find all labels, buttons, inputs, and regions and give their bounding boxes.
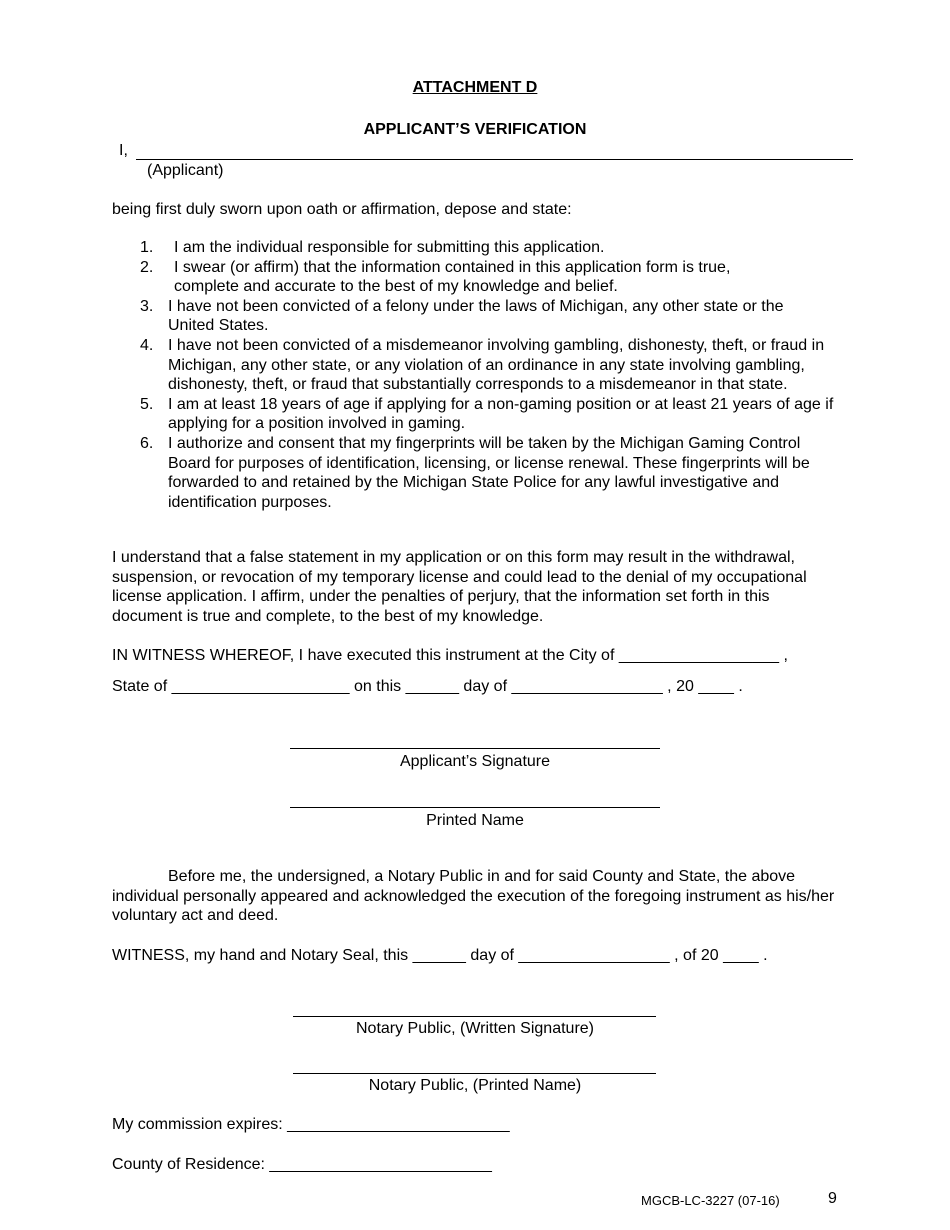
- statement-item: [140, 336, 832, 395]
- statement-number: 5.: [140, 395, 154, 413]
- statement-number: 1.: [140, 239, 154, 256]
- statement-text: I have not been convicted of a misdemeanor involving gambling, dishonesty, theft, or fraud in Michigan, any other state, or any violation of an ordinance in any state involving gambling, dishonesty, theft, or fraud that substantially corresponds to a misdemeanor in that state.: [168, 336, 825, 394]
- statement-item: [140, 238, 840, 258]
- statement-list: [140, 238, 840, 512]
- statement-text: I am the individual responsible for submitting this application.: [174, 239, 605, 256]
- statement-item: [140, 395, 836, 434]
- notary-printed-line[interactable]: [293, 1073, 656, 1074]
- statement-number: 3.: [140, 297, 154, 315]
- applicant-signature-label: Applicant’s Signature: [399, 753, 551, 770]
- statement-text: I have not been convicted of a felony under the laws of Michigan, any other state or the United States.: [168, 297, 784, 335]
- applicant-caption: (Applicant): [147, 162, 224, 179]
- page-heading: ATTACHMENT D: [412, 79, 538, 96]
- notary-signature-line[interactable]: [293, 1016, 656, 1017]
- statement-number: 2.: [140, 258, 154, 276]
- printed-name-label: Printed Name: [426, 812, 524, 829]
- county-of-residence[interactable]: County of Residence: _________________________: [112, 1156, 492, 1173]
- statement-item: [140, 258, 774, 297]
- applicant-name-line[interactable]: [136, 159, 853, 160]
- statement-item: [140, 434, 834, 512]
- form-code: MGCB-LC-3227 (07-16): [641, 1193, 780, 1208]
- page-number: 9: [828, 1190, 837, 1207]
- witness-state-line[interactable]: State of ____________________ on this ______ day of _________________ , 20 ____ .: [112, 678, 743, 695]
- statement-number: 6.: [140, 434, 154, 452]
- statement-text: I am at least 18 years of age if applying for a non-gaming position or at least 21 years of age if applying for a position involved in gaming.: [168, 395, 834, 433]
- applicant-prefix: I,: [119, 142, 128, 159]
- notary-witness-line[interactable]: WITNESS, my hand and Notary Seal, this ______ day of _________________ , of 20 ____ .: [112, 947, 768, 964]
- witness-city-line[interactable]: IN WITNESS WHEREOF, I have executed this instrument at the City of __________________ ,: [112, 647, 788, 664]
- page-subheading: APPLICANT’S VERIFICATION: [363, 121, 587, 138]
- notary-paragraph: Before me, the undersigned, a Notary Public in and for said County and State, the above individual personally appeared and acknowledged the execution of the foregoing instrument as his/her voluntary act and deed.: [112, 868, 835, 925]
- commission-expires[interactable]: My commission expires: _________________________: [112, 1116, 510, 1133]
- applicant-signature-line[interactable]: [290, 748, 660, 749]
- notary-signature-label: Notary Public, (Written Signature): [355, 1020, 594, 1037]
- printed-name-line[interactable]: [290, 807, 660, 808]
- statement-text: I authorize and consent that my fingerprints will be taken by the Michigan Gaming Control Board for purposes of identification, licensing, or license renewal. These fingerprints will be forwarded to and retained by the Michigan State Police for any lawful investigative and identification purposes.: [168, 434, 810, 511]
- notary-printed-label: Notary Public, (Printed Name): [368, 1077, 582, 1094]
- intro-text: being first duly sworn upon oath or affirmation, depose and state:: [112, 201, 572, 218]
- statement-item: [140, 297, 828, 336]
- understanding-paragraph: I understand that a false statement in my application or on this form may result in the withdrawal, suspension, or revocation of my temporary license and could lead to the denial of my occupational license application. I affirm, under the penalties of perjury, that the information set forth in this document is true and complete, to the best of my knowledge.: [112, 549, 807, 625]
- statement-text: I swear (or affirm) that the information contained in this application form is true, complete and accurate to the best of my knowledge and belief.: [174, 258, 731, 296]
- statement-number: 4.: [140, 336, 154, 354]
